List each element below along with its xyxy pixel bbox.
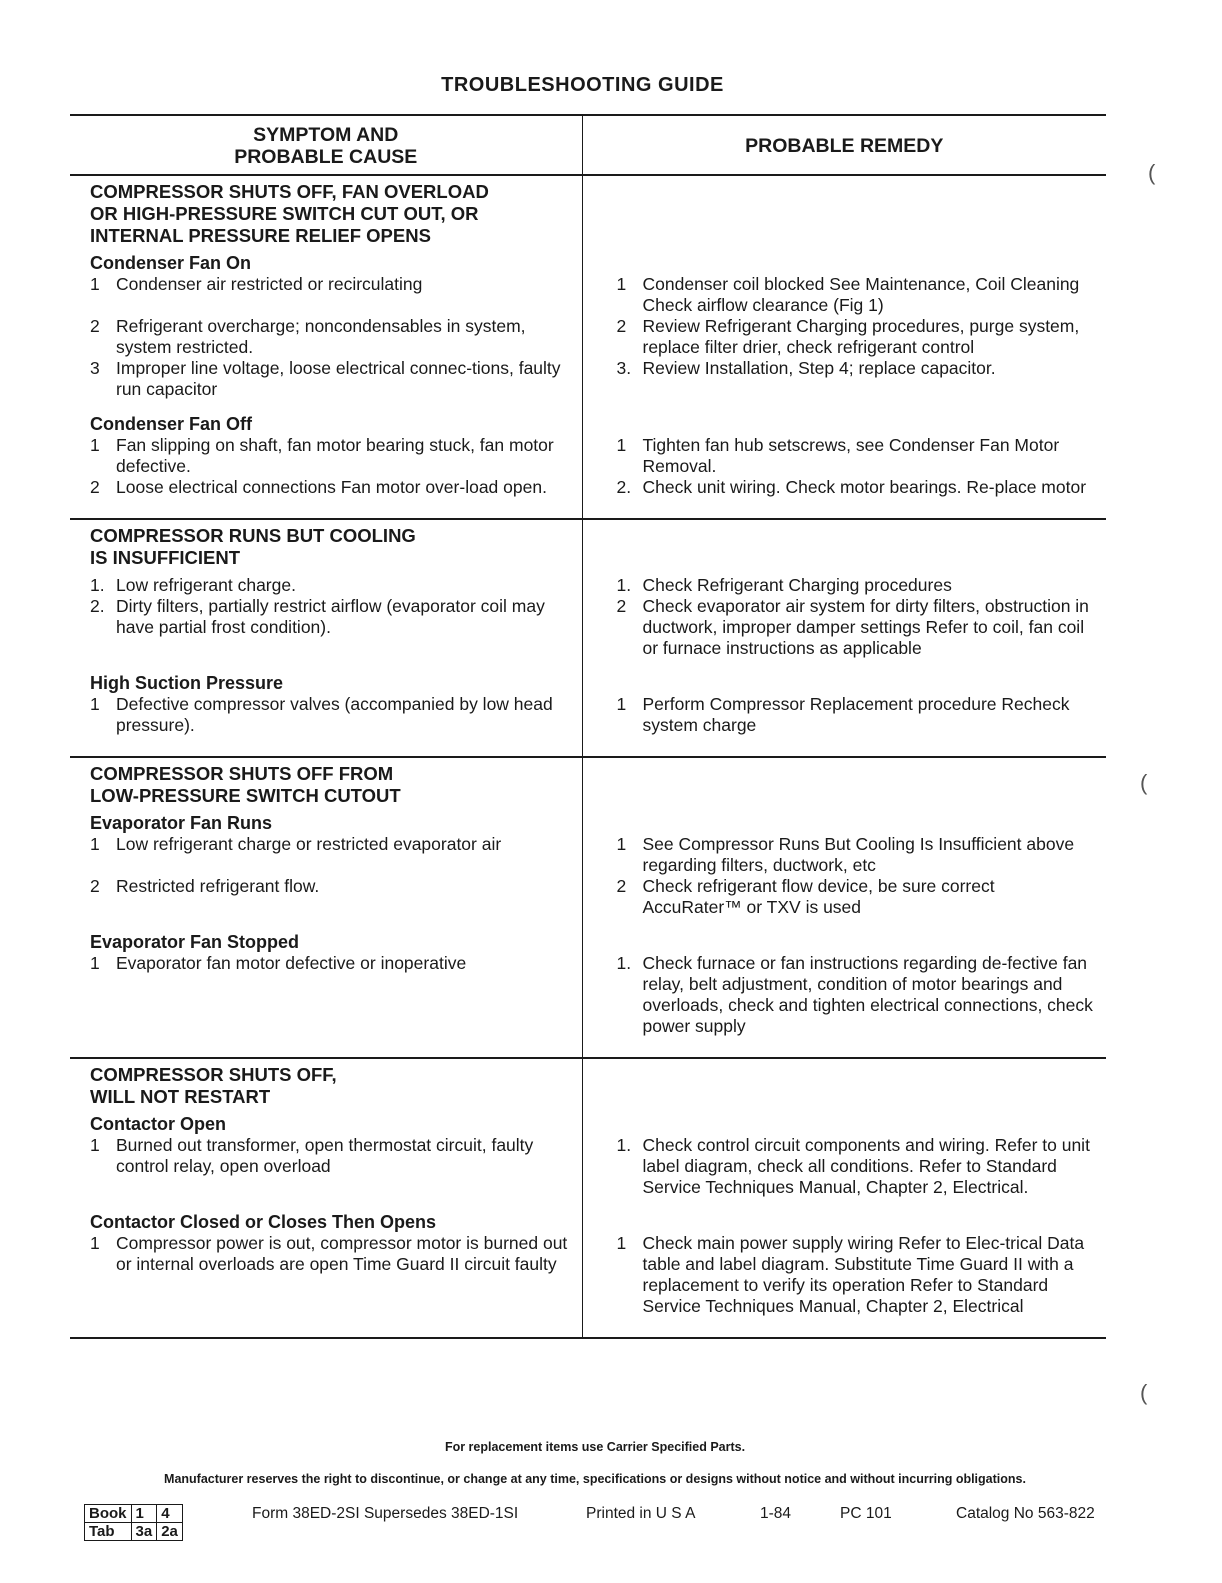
- cause-group: [90, 575, 576, 673]
- remedy-group: [617, 673, 1097, 750]
- cause-number: 2: [90, 477, 100, 497]
- subgroup-label: Evaporator Fan Stopped: [90, 932, 300, 952]
- page-title: TROUBLESHOOTING GUIDE: [441, 74, 724, 96]
- remedy-item: [617, 1233, 1097, 1317]
- remedy-number: 1: [616, 694, 627, 714]
- remedy-number: 1.: [616, 1135, 632, 1155]
- remedy-item: [617, 694, 1097, 736]
- remedy-text: Check control circuit components and wiring. Refer to unit label diagram, check all conditions. Refer to Standard Service Techniques Manual, Chapter 2, Electrical.: [642, 1135, 1090, 1197]
- subgroup-label: Condenser Fan On: [90, 253, 252, 273]
- remedy-number: 1: [616, 834, 627, 854]
- cause-item: [90, 953, 576, 1037]
- guide-body: [70, 175, 1106, 1338]
- cause-item: [90, 477, 576, 498]
- troubleshooting-table: [70, 114, 1106, 1339]
- remedy-label-spacer: [617, 1212, 1097, 1233]
- remedy-text: Tighten fan hub setscrews, see Condenser Fan Motor Removal.: [642, 435, 1060, 476]
- remedy-label-spacer: [617, 813, 1097, 834]
- remedy-item: [617, 1135, 1097, 1198]
- cause-item: [90, 1233, 576, 1317]
- section-row: [70, 175, 1106, 519]
- binder-hole-mark-3: (: [1140, 1380, 1148, 1405]
- cause-number: 1: [90, 1233, 100, 1253]
- cause-number: 1.: [90, 575, 105, 595]
- remedy-number: 2: [616, 316, 627, 336]
- subgroup-label: Contactor Open: [90, 1114, 227, 1134]
- cause-group: [90, 1212, 576, 1331]
- cause-group: [90, 932, 576, 1051]
- remedy-group: [617, 575, 1097, 673]
- remedy-item: [617, 435, 1097, 477]
- symptom-header-line1: SYMPTOM AND: [253, 124, 399, 146]
- cause-item: [90, 1135, 576, 1198]
- section-title: [90, 1064, 576, 1108]
- book-number-2: 4: [157, 1505, 183, 1523]
- section-row: [70, 757, 1106, 1058]
- remedy-text: Check Refrigerant Charging procedures: [642, 575, 952, 595]
- symptom-cell: [70, 1058, 582, 1338]
- form-number: Form 38ED-2SI Supersedes 38ED-1SI: [252, 1505, 519, 1522]
- remedy-label-spacer: [617, 932, 1097, 953]
- remedy-item: [617, 274, 1097, 316]
- cause-number: 1: [90, 953, 100, 973]
- remedy-spacer: [617, 1064, 1097, 1114]
- section-title-line: LOW-PRESSURE SWITCH CUTOUT: [90, 785, 401, 806]
- cause-item: [90, 274, 576, 316]
- remedy-cell: [582, 757, 1106, 1058]
- section-title: [90, 525, 576, 569]
- replacement-note: For replacement items use Carrier Specified Parts.: [444, 1440, 746, 1454]
- cause-group: [90, 673, 576, 750]
- remedy-number: 2: [616, 596, 627, 616]
- remedy-label-spacer: [617, 673, 1097, 694]
- remedy-spacer: [617, 525, 1097, 575]
- remedy-text: Review Refrigerant Charging procedures, purge system, replace filter drier, check refrigerant control: [642, 316, 1080, 357]
- book-tab-box: [84, 1504, 183, 1541]
- section-title-line: COMPRESSOR SHUTS OFF FROM: [90, 763, 394, 784]
- cause-group: [90, 414, 576, 512]
- remedy-group: [617, 813, 1097, 932]
- cause-text: Low refrigerant charge or restricted evaporator air: [116, 834, 502, 854]
- cause-number: 1: [90, 834, 100, 854]
- remedy-text: Check furnace or fan instructions regarding de-fective fan relay, belt adjustment, condition of motor bearings and overloads, check and tighten electrical connections, check power supply: [642, 953, 1093, 1036]
- subgroup-label: High Suction Pressure: [90, 673, 284, 693]
- remedy-item: [617, 596, 1097, 659]
- symptom-header: [70, 115, 582, 175]
- remedy-item: [617, 358, 1097, 400]
- remedy-number: 1: [616, 1233, 627, 1253]
- remedy-text: Check evaporator air system for dirty filters, obstruction in ductwork, improper damper settings Refer to coil, fan coil or furnace instructions as applicable: [642, 596, 1089, 658]
- remedy-number: 2: [616, 876, 627, 896]
- cause-text: Restricted refrigerant flow.: [116, 876, 320, 896]
- section-title-line: COMPRESSOR SHUTS OFF,: [90, 1064, 337, 1085]
- remedy-item: [617, 316, 1097, 358]
- cause-group: [90, 253, 576, 414]
- printed-in: Printed in U S A: [586, 1505, 696, 1522]
- subgroup-label: Condenser Fan Off: [90, 414, 253, 434]
- section-title: [90, 763, 576, 807]
- remedy-group: [617, 1114, 1097, 1212]
- remedy-spacer: [617, 763, 1097, 813]
- cause-text: Refrigerant overcharge; noncondensables in system, system restricted.: [116, 316, 526, 357]
- remedy-label-spacer: [617, 1114, 1097, 1135]
- section-title-line: OR HIGH-PRESSURE SWITCH CUT OUT, OR: [90, 203, 479, 224]
- remedy-cell: [582, 519, 1106, 757]
- cause-item: [90, 876, 576, 918]
- symptom-cell: [70, 519, 582, 757]
- symptom-cell: [70, 757, 582, 1058]
- cause-text: Evaporator fan motor defective or inoperative: [116, 953, 467, 973]
- binder-hole-mark-2: (: [1140, 770, 1148, 795]
- cause-group: [90, 1114, 576, 1212]
- cause-item: [90, 316, 576, 358]
- remedy-group: [617, 414, 1097, 512]
- remedy-group: [617, 932, 1097, 1051]
- remedy-text: Check unit wiring. Check motor bearings. Re-place motor: [642, 477, 1087, 497]
- cause-text: Compressor power is out, compressor motor is burned out or internal overloads are open Time Guard II circuit faulty: [116, 1233, 568, 1274]
- remedy-number: 2.: [616, 477, 632, 497]
- remedy-text: See Compressor Runs But Cooling Is Insufficient above regarding filters, ductwork, etc: [642, 834, 1075, 875]
- pc-code: PC 101: [840, 1505, 892, 1522]
- cause-number: 2: [90, 316, 100, 336]
- remedy-text: Condenser coil blocked See Maintenance, Coil Cleaning Check airflow clearance (Fig 1): [642, 274, 1080, 315]
- section-title-line: COMPRESSOR SHUTS OFF, FAN OVERLOAD: [90, 181, 489, 202]
- remedy-text: Check main power supply wiring Refer to Elec-trical Data table and label diagram. Substitute Time Guard II with a replacement to verify its operation Refer to Standard Service Techniques Manual, Chapter 2, Electrical: [642, 1233, 1085, 1316]
- cause-text: Fan slipping on shaft, fan motor bearing stuck, fan motor defective.: [116, 435, 554, 476]
- remedy-item: [617, 953, 1097, 1037]
- book-number-1: 1: [131, 1505, 157, 1523]
- tab-label: Tab: [85, 1523, 132, 1541]
- tab-number-2: 2a: [157, 1523, 183, 1541]
- cause-text: Improper line voltage, loose electrical connec-tions, faulty run capacitor: [116, 358, 561, 399]
- cause-item: [90, 575, 576, 596]
- disclaimer-note: Manufacturer reserves the right to discontinue, or change at any time, specifications or designs without notice and without incurring obligations.: [164, 1472, 1026, 1486]
- guide-table: [70, 114, 1106, 1339]
- cause-text: Loose electrical connections Fan motor over-load open.: [116, 477, 547, 497]
- print-date: 1-84: [760, 1505, 792, 1522]
- remedy-number: 1.: [616, 575, 632, 595]
- remedy-group: [617, 1212, 1097, 1331]
- remedy-label-spacer: [617, 414, 1097, 435]
- remedy-item: [617, 477, 1097, 498]
- subgroup-label: Evaporator Fan Runs: [90, 813, 273, 833]
- subgroup-label: Contactor Closed or Closes Then Opens: [90, 1212, 437, 1232]
- cause-item: [90, 435, 576, 477]
- tab-number-1: 3a: [131, 1523, 157, 1541]
- book-label: Book: [85, 1505, 132, 1523]
- remedy-text: Check refrigerant flow device, be sure correct AccuRater™ or TXV is used: [642, 876, 995, 917]
- section-title-line: WILL NOT RESTART: [90, 1086, 271, 1107]
- section-title: [90, 181, 576, 247]
- remedy-group: [617, 253, 1097, 414]
- cause-number: 2.: [90, 596, 105, 616]
- remedy-item: [617, 834, 1097, 876]
- remedy-number: 1.: [616, 953, 632, 973]
- remedy-header: PROBABLE REMEDY: [582, 115, 1106, 175]
- cause-number: 2: [90, 876, 100, 896]
- catalog-number: Catalog No 563-822: [956, 1505, 1095, 1522]
- symptom-header-line2: PROBABLE CAUSE: [234, 146, 418, 168]
- remedy-item: [617, 876, 1097, 918]
- remedy-number: 3.: [616, 358, 632, 378]
- remedy-item: [617, 575, 1097, 596]
- remedy-text: Review Installation, Step 4; replace capacitor.: [642, 358, 996, 378]
- cause-item: [90, 358, 576, 400]
- header-row: [70, 115, 1106, 175]
- cause-item: [90, 596, 576, 659]
- cause-number: 1: [90, 435, 100, 455]
- remedy-text: Perform Compressor Replacement procedure Recheck system charge: [642, 694, 1070, 735]
- remedy-number: 1: [616, 274, 627, 294]
- remedy-cell: [582, 1058, 1106, 1338]
- binder-hole-mark-1: (: [1148, 160, 1156, 185]
- cause-text: Condenser air restricted or recirculating: [116, 274, 423, 294]
- cause-text: Low refrigerant charge.: [116, 575, 296, 595]
- cause-text: Dirty filters, partially restrict airflow (evaporator coil may have partial frost condition).: [116, 596, 545, 637]
- remedy-number: 1: [616, 435, 627, 455]
- cause-item: [90, 694, 576, 736]
- section-row: [70, 1058, 1106, 1338]
- symptom-cell: [70, 175, 582, 519]
- remedy-cell: [582, 175, 1106, 519]
- section-title-line: IS INSUFFICIENT: [90, 547, 241, 568]
- cause-number: 1: [90, 1135, 100, 1155]
- section-title-line: INTERNAL PRESSURE RELIEF OPENS: [90, 225, 431, 246]
- section-row: [70, 519, 1106, 757]
- section-title-line: COMPRESSOR RUNS BUT COOLING: [90, 525, 416, 546]
- remedy-spacer: [617, 181, 1097, 253]
- cause-text: Defective compressor valves (accompanied by low head pressure).: [116, 694, 553, 735]
- cause-number: 1: [90, 694, 100, 714]
- cause-number: 3: [90, 358, 100, 378]
- cause-text: Burned out transformer, open thermostat circuit, faulty control relay, open overload: [116, 1135, 534, 1176]
- cause-item: [90, 834, 576, 876]
- remedy-label-spacer: [617, 253, 1097, 274]
- cause-group: [90, 813, 576, 932]
- cause-number: 1: [90, 274, 100, 294]
